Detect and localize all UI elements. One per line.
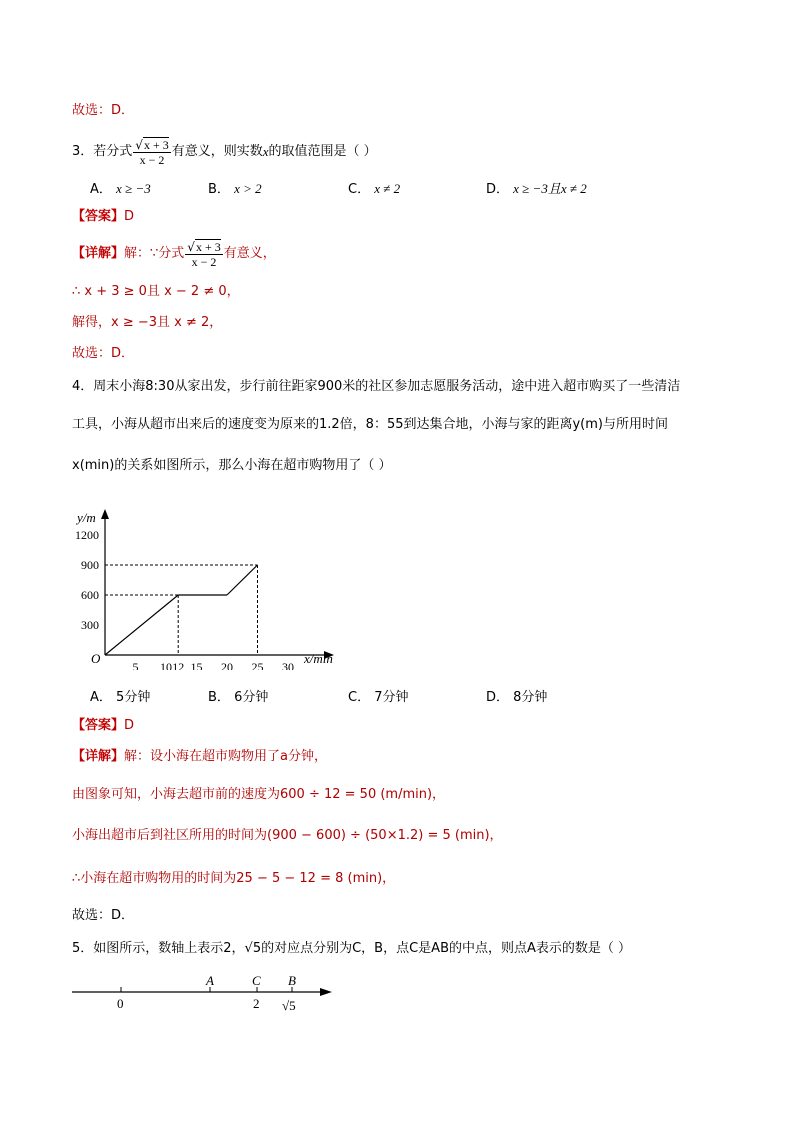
label-root5: √5 <box>282 998 296 1013</box>
label-a: A <box>206 973 214 988</box>
q3-prefix: 若分式 <box>93 144 133 159</box>
q3-detail-1: 【详解】 解：∵分式 $\frac{√x + 3}{x - 2}$ 有意义， <box>72 239 276 269</box>
q5-stem: 5．如图所示，数轴上表示2，√5的对应点分别为C，B，点C是AB的中点，则点A表示的数是（ ） <box>72 941 632 956</box>
x-tick-label: 25 <box>251 660 264 670</box>
x-tick-label: 5 <box>132 660 139 670</box>
q4-detail-5: 故选：D． <box>72 908 135 923</box>
q3-option-c: C． x ≠ 2 <box>348 181 401 197</box>
label-b: B <box>288 973 296 988</box>
q4-detail-4: ∴小海在超市购物用的时间为25 − 5 − 12 = 8 (min)， <box>72 871 396 886</box>
x-tick-label: 15 <box>190 660 203 670</box>
q3-detail-2: ∴ x + 3 ≥ 0且 x − 2 ≠ 0， <box>72 284 240 299</box>
x-tick-label: 30 <box>282 660 294 670</box>
y-tick-label: 1200 <box>75 528 99 542</box>
q4-stem-line2: 工具，小海从超市出来后的速度变为原来的1.2倍，8：55到达集合地，小海与家的距离y(m)与所用时间 <box>72 417 668 432</box>
x-axis-label: x/min <box>304 651 333 666</box>
q3-detail-fraction: $\frac{√x + 3}{x - 2}$ <box>187 239 221 269</box>
q4-detail-2: 由图象可知，小海去超市前的速度为600 ÷ 12 = 50 (m/min)， <box>72 787 446 802</box>
q4-option-a: A． 5分钟 <box>90 690 151 705</box>
q4-stem-line1: 4．周末小海8:30从家出发，步行前往距家900米的社区参加志愿服务活动，途中进入超市购买了一些清洁 <box>72 379 681 394</box>
q4-detail-3: 小海出超市后到社区所用的时间为(900 − 600) ÷ (50×1.2) = 5 (min)， <box>72 828 503 843</box>
q3-answer: 【答案】D <box>72 209 135 224</box>
q4-answer: 【答案】D <box>72 718 135 733</box>
label-two: 2 <box>253 996 260 1011</box>
q4-option-b: B． 6分钟 <box>208 690 269 705</box>
prev-answer-line: 故选：D． <box>72 103 135 118</box>
label-c: C <box>252 973 261 988</box>
q5-number-line <box>60 970 350 1020</box>
q3-detail-3: 解得，x ≥ −3且 x ≠ 2， <box>72 315 223 330</box>
label-zero: 0 <box>117 996 124 1011</box>
q3-number: 3． <box>72 144 94 159</box>
series-segment <box>227 565 258 595</box>
origin-label: O <box>91 651 101 666</box>
q4-graph <box>60 490 350 670</box>
q3-var: x <box>262 144 269 159</box>
q3-suffix2: 的取值范围是（ ） <box>268 144 377 159</box>
y-tick-label: 900 <box>81 558 99 572</box>
x-tick-label: 12 <box>172 660 185 670</box>
number-line-arrow <box>320 988 332 996</box>
q4-detail-1: 【详解】解：设小海在超市购物用了a分钟， <box>72 749 327 764</box>
y-axis-label: y/m <box>77 510 96 525</box>
y-tick-label: 600 <box>81 588 99 602</box>
q3-suffix: 有意义，则实数 <box>171 144 263 159</box>
q4-option-d: D． 8分钟 <box>486 690 548 705</box>
q4-option-c: C． 7分钟 <box>348 690 409 705</box>
series-segment <box>105 595 178 655</box>
q3-option-b: B． x > 2 <box>208 181 262 197</box>
q4-stem-line3: x(min)的关系如图所示，那么小海在超市购物用了（ ） <box>72 458 392 473</box>
x-tick-label: 20 <box>221 660 233 670</box>
q3-stem <box>72 134 377 170</box>
q3-fraction: $\frac{√x + 3}{x - 2}$ <box>135 137 169 167</box>
q3-detail-4: 故选：D． <box>72 346 135 361</box>
y-axis-arrow <box>101 509 109 519</box>
q3-option-d: D． x ≥ −3且x ≠ 2 <box>486 181 587 197</box>
q3-option-a: A． x ≥ −3 <box>90 181 151 197</box>
x-tick-label: 10 <box>160 660 172 670</box>
y-tick-label: 300 <box>81 618 99 632</box>
